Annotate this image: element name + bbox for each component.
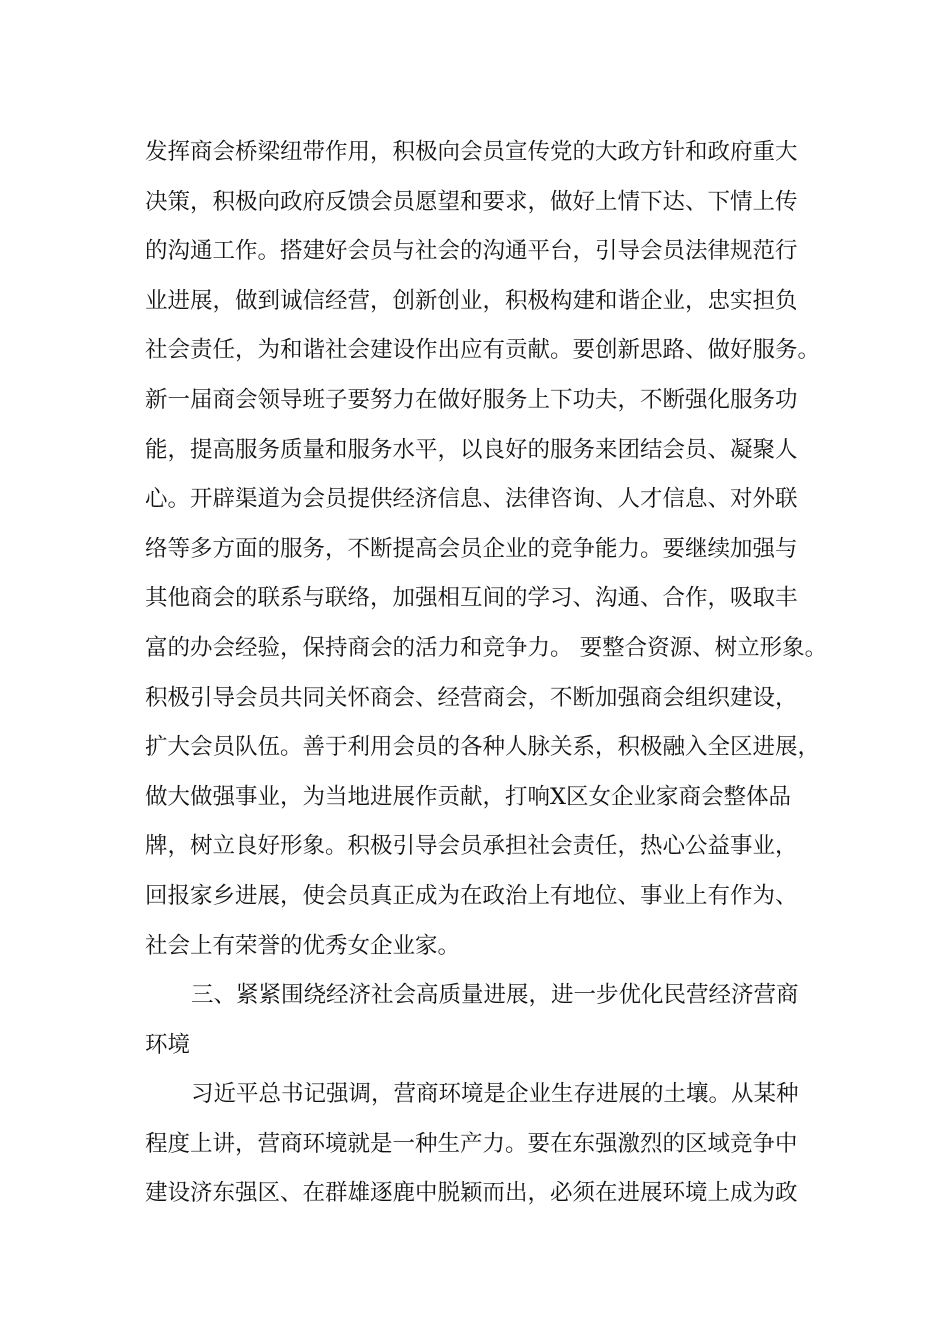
- body-line: 社会上有荣誉的优秀女企业家。: [145, 932, 461, 959]
- body-line: 心。开辟渠道为会员提供经济信息、法律咨询、人才信息、对外联: [145, 486, 798, 513]
- body-line: 决策，积极向政府反馈会员愿望和要求，做好上情下达、下情上传: [145, 188, 798, 215]
- body-line: 建设济东强区、在群雄逐鹿中脱颖而出，必须在进展环境上成为政: [145, 1180, 798, 1207]
- section-heading-line: 三、紧紧围绕经济社会高质量进展，进一步优化民营经济营商: [191, 982, 799, 1009]
- body-line: 其他商会的联系与联络，加强相互间的学习、沟通、合作，吸取丰: [145, 585, 798, 612]
- body-line: 做大做强事业，为当地进展作贡献，打响X区女企业家商会整体品: [145, 783, 792, 810]
- body-line: 回报家乡进展，使会员真正成为在政治上有地位、事业上有作为、: [145, 882, 798, 909]
- section-heading-line: 环境: [145, 1031, 191, 1058]
- body-line: 新一届商会领导班子要努力在做好服务上下功夫，不断强化服务功: [145, 386, 798, 413]
- body-line: 富的办会经验，保持商会的活力和竞争力。 要整合资源、树立形象。: [145, 634, 828, 661]
- body-line: 习近平总书记强调，营商环境是企业生存进展的土壤。从某种: [191, 1081, 799, 1108]
- body-line: 的沟通工作。搭建好会员与社会的沟通平台，引导会员法律规范行: [145, 238, 798, 265]
- body-line: 络等多方面的服务，不断提高会员企业的竞争能力。要继续加强与: [145, 535, 798, 562]
- body-line: 能，提高服务质量和服务水平，以良好的服务来团结会员、凝聚人: [145, 436, 798, 463]
- body-line: 社会责任，为和谐社会建设作出应有贡献。要创新思路、做好服务。: [145, 337, 821, 364]
- body-line: 牌，树立良好形象。积极引导会员承担社会责任，热心公益事业，: [145, 833, 798, 860]
- body-line: 扩大会员队伍。善于利用会员的各种人脉关系，积极融入全区进展，: [145, 734, 821, 761]
- document-body: [145, 128, 835, 1219]
- body-line: 发挥商会桥梁纽带作用，积极向会员宣传党的大政方针和政府重大: [145, 139, 798, 165]
- body-line: 业进展，做到诚信经营，创新创业，积极构建和谐企业，忠实担负: [145, 287, 798, 314]
- body-line: 程度上讲，营商环境就是一种生产力。要在东强激烈的区域竞争中: [145, 1130, 798, 1157]
- body-line: 积极引导会员共同关怀商会、经营商会，不断加强商会组织建设，: [145, 684, 798, 711]
